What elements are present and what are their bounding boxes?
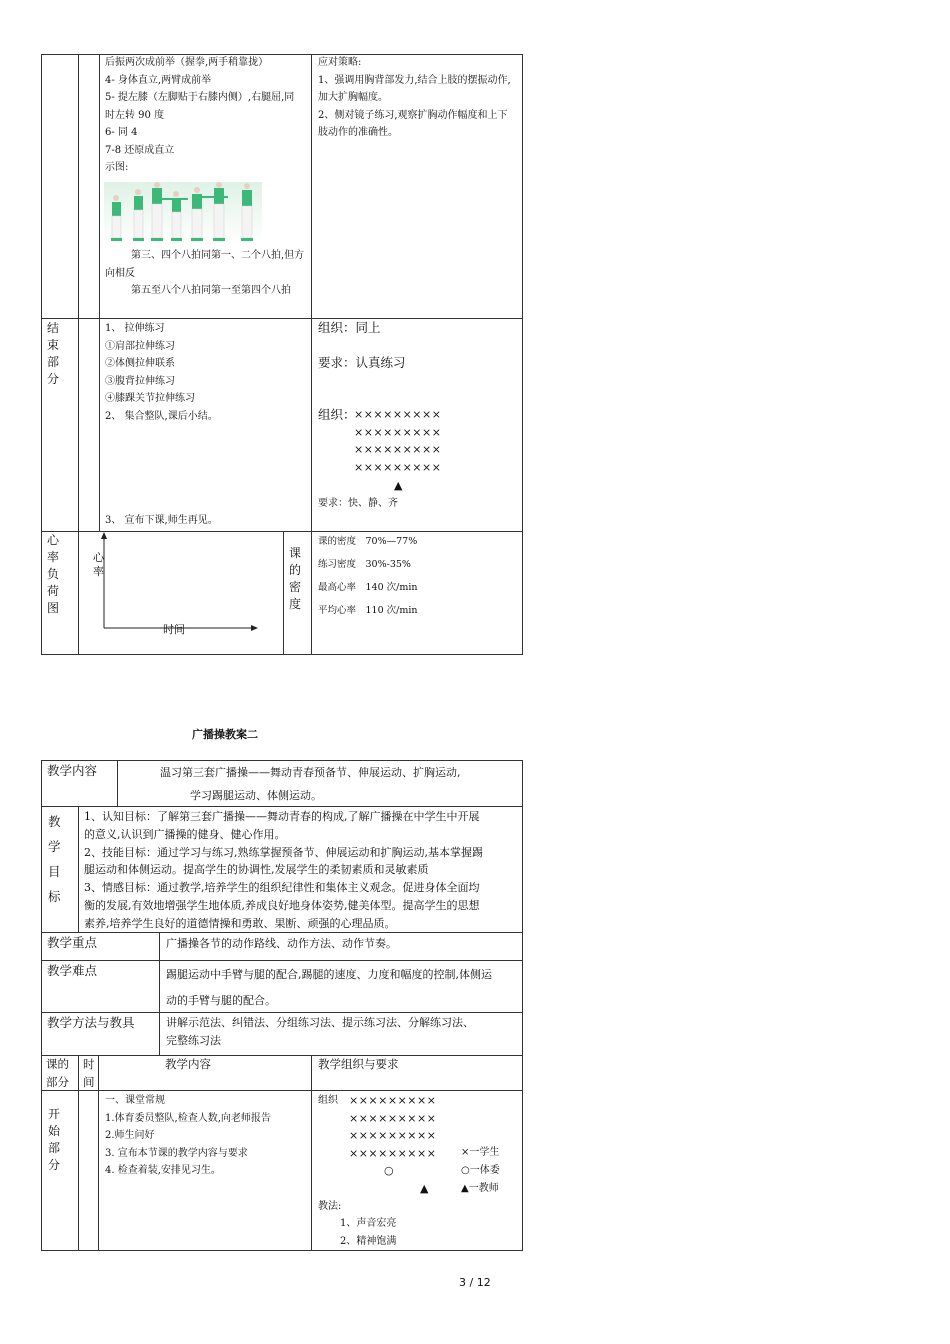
density-label: 课 的 密 度 (289, 546, 302, 611)
committee-marker: ○ (384, 1164, 394, 1177)
density-line: 练习密度 30%-35% (318, 559, 411, 570)
start-line: 2.师生问好 (105, 1130, 155, 1141)
legend-teacher: ▲一教师 (461, 1183, 499, 1194)
method-label: 教学方法与教具 (47, 1015, 135, 1030)
content-line: 温习第三套广播操——舞动青春预备节、伸展运动、扩胸运动, (160, 766, 461, 779)
difficulty-label: 教学难点 (47, 963, 98, 978)
plan2-title: 广播操教案二 (192, 728, 258, 741)
ending-line: ②体侧拉伸联系 (105, 358, 175, 369)
col-header-org: 教学组织与要求 (318, 1057, 399, 1071)
exercise-steps (105, 54, 294, 177)
start-line: 1.体育委员整队,检查人数,向老师报告 (105, 1112, 271, 1124)
col-divider (78, 1055, 79, 1251)
start-content (105, 1092, 271, 1180)
strategy-line: 加大扩胸幅度。 (318, 92, 388, 103)
goal-line: 的意义,认识到广播操的健身、健心作用。 (84, 827, 286, 841)
chart-y-label: 心 率 (93, 551, 104, 578)
step-line: 示图: (105, 162, 129, 173)
content-text (160, 761, 461, 807)
density-line: 平均心率 110 次/min (318, 605, 418, 616)
strategy-text (318, 54, 511, 142)
table-divider (78, 54, 79, 655)
start-section-label: 开 始 部 分 (48, 1107, 61, 1172)
demonstration-image (104, 182, 262, 244)
heart-rate-label: 心 率 负 荷 图 (47, 533, 60, 615)
org-prefix: 组织 (318, 1095, 338, 1106)
ending-line: 1、 拉伸练习 (105, 323, 165, 334)
col-divider (98, 1055, 99, 1251)
note-line: 向相反 (105, 267, 135, 279)
org-row: ××××××××× (349, 1111, 437, 1125)
goal-line: 1、认知目标：了解第三套广播操——舞动青春的构成,了解广播操在中学生中开展 (84, 810, 480, 823)
col-divider (311, 1055, 312, 1251)
col-divider (117, 760, 118, 806)
y-axis-arrow-icon (101, 532, 107, 539)
strategy-line: 肢动作的准确性。 (318, 127, 398, 138)
difficulty-text (166, 962, 492, 1014)
goal-line: 素养,培养学生良好的道德情操和勇敢、果断、顽强的心理品质。 (84, 916, 396, 930)
formation-row: ××××××××× (354, 425, 442, 439)
step-line: 后振两次成前举（握拳,两手稍靠拢） (105, 57, 269, 68)
start-line: 4. 检查着装,安排见习生。 (105, 1165, 221, 1176)
ending-line: ④膝踝关节拉伸练习 (105, 393, 195, 404)
formation-grid (354, 406, 441, 476)
org-row: ××××××××× (349, 1129, 437, 1142)
heart-rate-chart (100, 532, 282, 654)
note-line: 第三、四个八拍同第一、二个八拍,但方 (131, 250, 305, 261)
row-divider (41, 960, 523, 961)
formation-req: 要求：快、静、齐 (318, 498, 398, 509)
table-divider (99, 54, 100, 531)
ending-req: 要求：认真练习 (318, 355, 406, 370)
goals-text (84, 808, 483, 933)
row-divider (41, 1090, 523, 1091)
col-header-time: 时 间 (83, 1057, 95, 1089)
ending-org: 组织：同上 (318, 320, 381, 335)
x-axis-arrow-icon (251, 625, 258, 631)
step-line: 7-8 还原成直立 (105, 144, 175, 156)
exercise-notes (105, 247, 304, 300)
teacher-marker: ▲ (420, 1182, 429, 1195)
start-line: 一、课堂常规 (105, 1095, 165, 1106)
table-divider (311, 54, 312, 655)
table-divider (283, 531, 284, 655)
step-line: 5- 提左膝（左脚贴于右膝内侧）,右腿屈,同 (105, 92, 295, 103)
col-divider (78, 806, 79, 932)
ending-line: 2、 集合整队,课后小结。 (105, 410, 218, 422)
step-line: 6- 同 4 (105, 127, 138, 138)
step-line: 时左转 90 度 (105, 109, 165, 121)
key-label: 教学重点 (47, 935, 98, 950)
teacher-marker: ▲ (394, 479, 403, 492)
col-divider (159, 932, 160, 1055)
content-line: 学习踢腿运动、体侧运动。 (190, 789, 322, 802)
strategy-line: 1、强调用胸背部发力,结合上肢的摆振动作, (318, 74, 511, 86)
org-row: ××××××××× (349, 1146, 437, 1160)
formation-row: ××××××××× (354, 408, 442, 421)
method-items (340, 1215, 396, 1250)
goal-line: 2、技能目标：通过学习与练习,熟练掌握预备节、伸展运动和扩胸运动,基本掌握踢 (84, 845, 483, 859)
formation-row: ××××××××× (354, 443, 442, 456)
goals-label: 教 学 目 标 (48, 814, 61, 904)
method-line: 讲解示范法、纠错法、分组练习法、提示练习法、分解练习法、 (166, 1016, 474, 1029)
goal-line: 衡的发展,有效地增强学生地体质,养成良好地身体姿势,健美体型。提高学生的思想 (84, 898, 480, 912)
chart-x-label: 时间 (163, 623, 185, 636)
table-row-divider (41, 318, 523, 319)
density-line: 课的密度 70%—77% (318, 536, 418, 547)
legend-committee: ○一体委 (461, 1165, 500, 1176)
step-line: 4- 身体直立,两臂成前举 (105, 74, 212, 86)
method-title: 教法: (318, 1201, 342, 1212)
method-text (166, 1014, 474, 1050)
org-formation-grid (349, 1092, 436, 1162)
goal-line: 3、情感目标：通过教学,培养学生的组织纪律性和集体主义观念。促进身体全面均 (84, 881, 480, 895)
ending-line: ①肩部拉伸练习 (105, 340, 175, 352)
row-divider (41, 1055, 523, 1056)
goal-line: 腿运动和体侧运动。提高学生的协调性,发展学生的柔韧素质和灵敏素质 (84, 863, 429, 877)
difficulty-line: 踢腿运动中手臂与腿的配合,踢腿的速度、力度和幅度的控制,体侧运 (166, 968, 492, 981)
content-label: 教学内容 (47, 763, 98, 778)
ending-dismiss: 3、 宣布下课,师生再见。 (105, 515, 218, 526)
strategy-line: 应对策略: (318, 57, 362, 68)
org-row: ××××××××× (349, 1094, 437, 1107)
col-header-content: 教学内容 (165, 1057, 211, 1071)
formation-prefix: 组织： (318, 407, 356, 422)
method-line: 完整练习法 (166, 1034, 221, 1047)
start-line: 3. 宣布本节课的教学内容与要求 (105, 1147, 248, 1159)
density-values (318, 530, 418, 622)
method-item: 1、声音宏亮 (340, 1218, 397, 1229)
strategy-line: 2、侧对镜子练习,观察扩胸动作幅度和上下 (318, 109, 508, 121)
method-item: 2、精神饱满 (340, 1235, 397, 1247)
density-line: 最高心率 140 次/min (318, 582, 418, 593)
key-text: 广播操各节的动作路线、动作方法、动作节奏。 (166, 937, 397, 950)
legend-student: ×一学生 (461, 1147, 500, 1158)
col-header-part: 课的 部分 (46, 1057, 69, 1089)
difficulty-line: 动的手臂与腿的配合。 (166, 994, 276, 1007)
formation-row: ××××××××× (354, 460, 442, 474)
ending-section-label: 结 束 部 分 (47, 321, 60, 386)
page-number: 3 / 12 (459, 1276, 491, 1289)
ending-line: ③腹背拉伸练习 (105, 375, 175, 387)
ending-content (105, 320, 218, 425)
note-line: 第五至八个八拍同第一至第四个八拍 (131, 285, 291, 296)
